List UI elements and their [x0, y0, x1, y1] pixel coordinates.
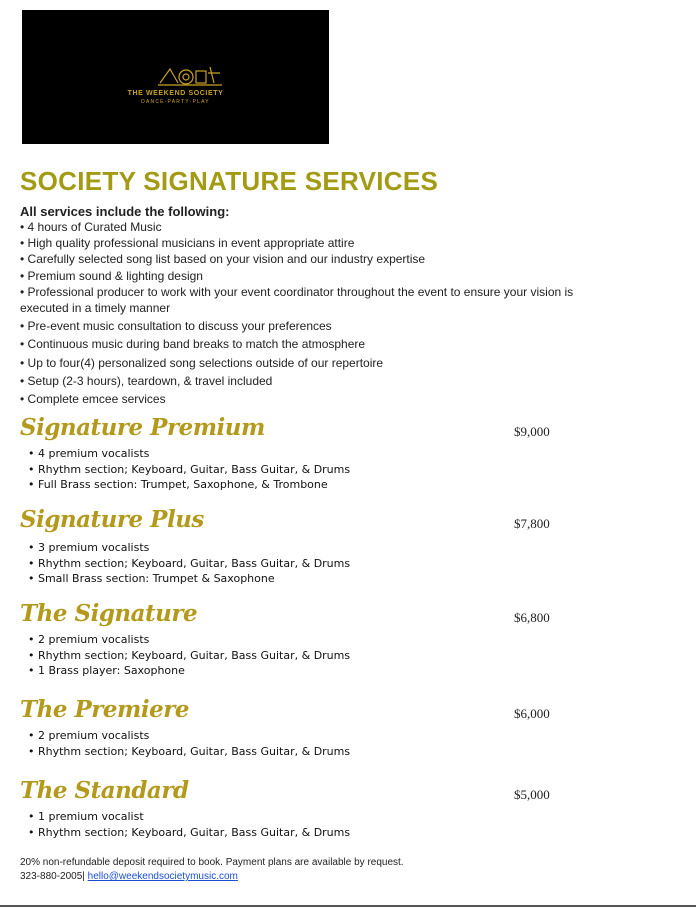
list-item: • Professional producer to work with your event coordinator throughout the event to ensure your vision is executed in a timely manner	[20, 284, 574, 316]
divider	[0, 905, 696, 907]
package-items	[28, 540, 350, 587]
package-items	[28, 728, 350, 759]
list-item: • Rhythm section; Keyboard, Guitar, Bass Guitar, & Drums	[28, 556, 351, 570]
list-item: • Complete emcee services	[20, 392, 166, 407]
package-name: Signature Premium	[20, 414, 265, 441]
package-items	[28, 809, 350, 840]
list-item: • 2 premium vocalists	[28, 729, 150, 742]
intro-heading: All services include the following:	[20, 204, 230, 219]
list-item: • 1 premium vocalist	[28, 810, 144, 823]
logo-wordmark: THE WEEKEND SOCIETY	[127, 90, 224, 97]
package-price: $7,800	[514, 516, 550, 531]
list-item: • Pre-event music consultation to discuss your preferences	[20, 319, 332, 334]
package-items	[28, 446, 350, 493]
contact-line	[20, 871, 238, 882]
band-instruments-icon	[156, 63, 224, 89]
package-name: The Signature	[20, 600, 198, 627]
package-price: $5,000	[514, 787, 550, 802]
list-item: • 1 Brass player: Saxophone	[28, 664, 185, 678]
list-item: • High quality professional musicians in event appropriate attire	[20, 236, 355, 251]
deposit-note: 20% non-refundable deposit required to book. Payment plans are available by request.	[20, 857, 404, 868]
logo-banner	[22, 10, 329, 144]
list-item: • Carefully selected song list based on your vision and our industry expertise	[20, 252, 426, 267]
list-item: • 4 hours of Curated Music	[20, 220, 162, 234]
package-price: $9,000	[514, 424, 550, 439]
page-title: SOCIETY SIGNATURE SERVICES	[20, 166, 439, 196]
list-item: • Small Brass section: Trumpet & Saxophone	[28, 572, 275, 586]
phone-number: 323-880-2005|	[20, 871, 85, 882]
package-price: $6,000	[514, 706, 550, 721]
list-item: • Rhythm section; Keyboard, Guitar, Bass Guitar, & Drums	[28, 825, 351, 839]
list-item: • Full Brass section: Trumpet, Saxophone, & Trombone	[28, 478, 328, 492]
list-item: • Setup (2-3 hours), teardown, & travel included	[20, 373, 273, 388]
package-name: The Premiere	[20, 696, 189, 723]
list-item: • Premium sound & lighting design	[20, 268, 203, 283]
list-item: • 4 premium vocalists	[28, 447, 150, 460]
package-price: $6,800	[514, 610, 550, 625]
package-name: The Standard	[20, 777, 189, 804]
list-item: • 3 premium vocalists	[28, 541, 150, 554]
list-item: • Continuous music during band breaks to match the atmosphere	[20, 337, 366, 352]
list-item: • Rhythm section; Keyboard, Guitar, Bass Guitar, & Drums	[28, 462, 351, 476]
included-services-list	[20, 219, 620, 407]
email-link[interactable]: hello@weekendsocietymusic.com	[87, 871, 238, 882]
list-item: • Up to four(4) personalized song selections outside of our repertoire	[20, 355, 384, 370]
list-item: • Rhythm section; Keyboard, Guitar, Bass Guitar, & Drums	[28, 648, 351, 662]
package-items	[28, 632, 350, 679]
logo-tagline: DANCE·PARTY·PLAY	[141, 99, 210, 105]
list-item: • 2 premium vocalists	[28, 633, 150, 646]
package-name: Signature Plus	[20, 506, 204, 533]
list-item: • Rhythm section; Keyboard, Guitar, Bass Guitar, & Drums	[28, 744, 351, 758]
